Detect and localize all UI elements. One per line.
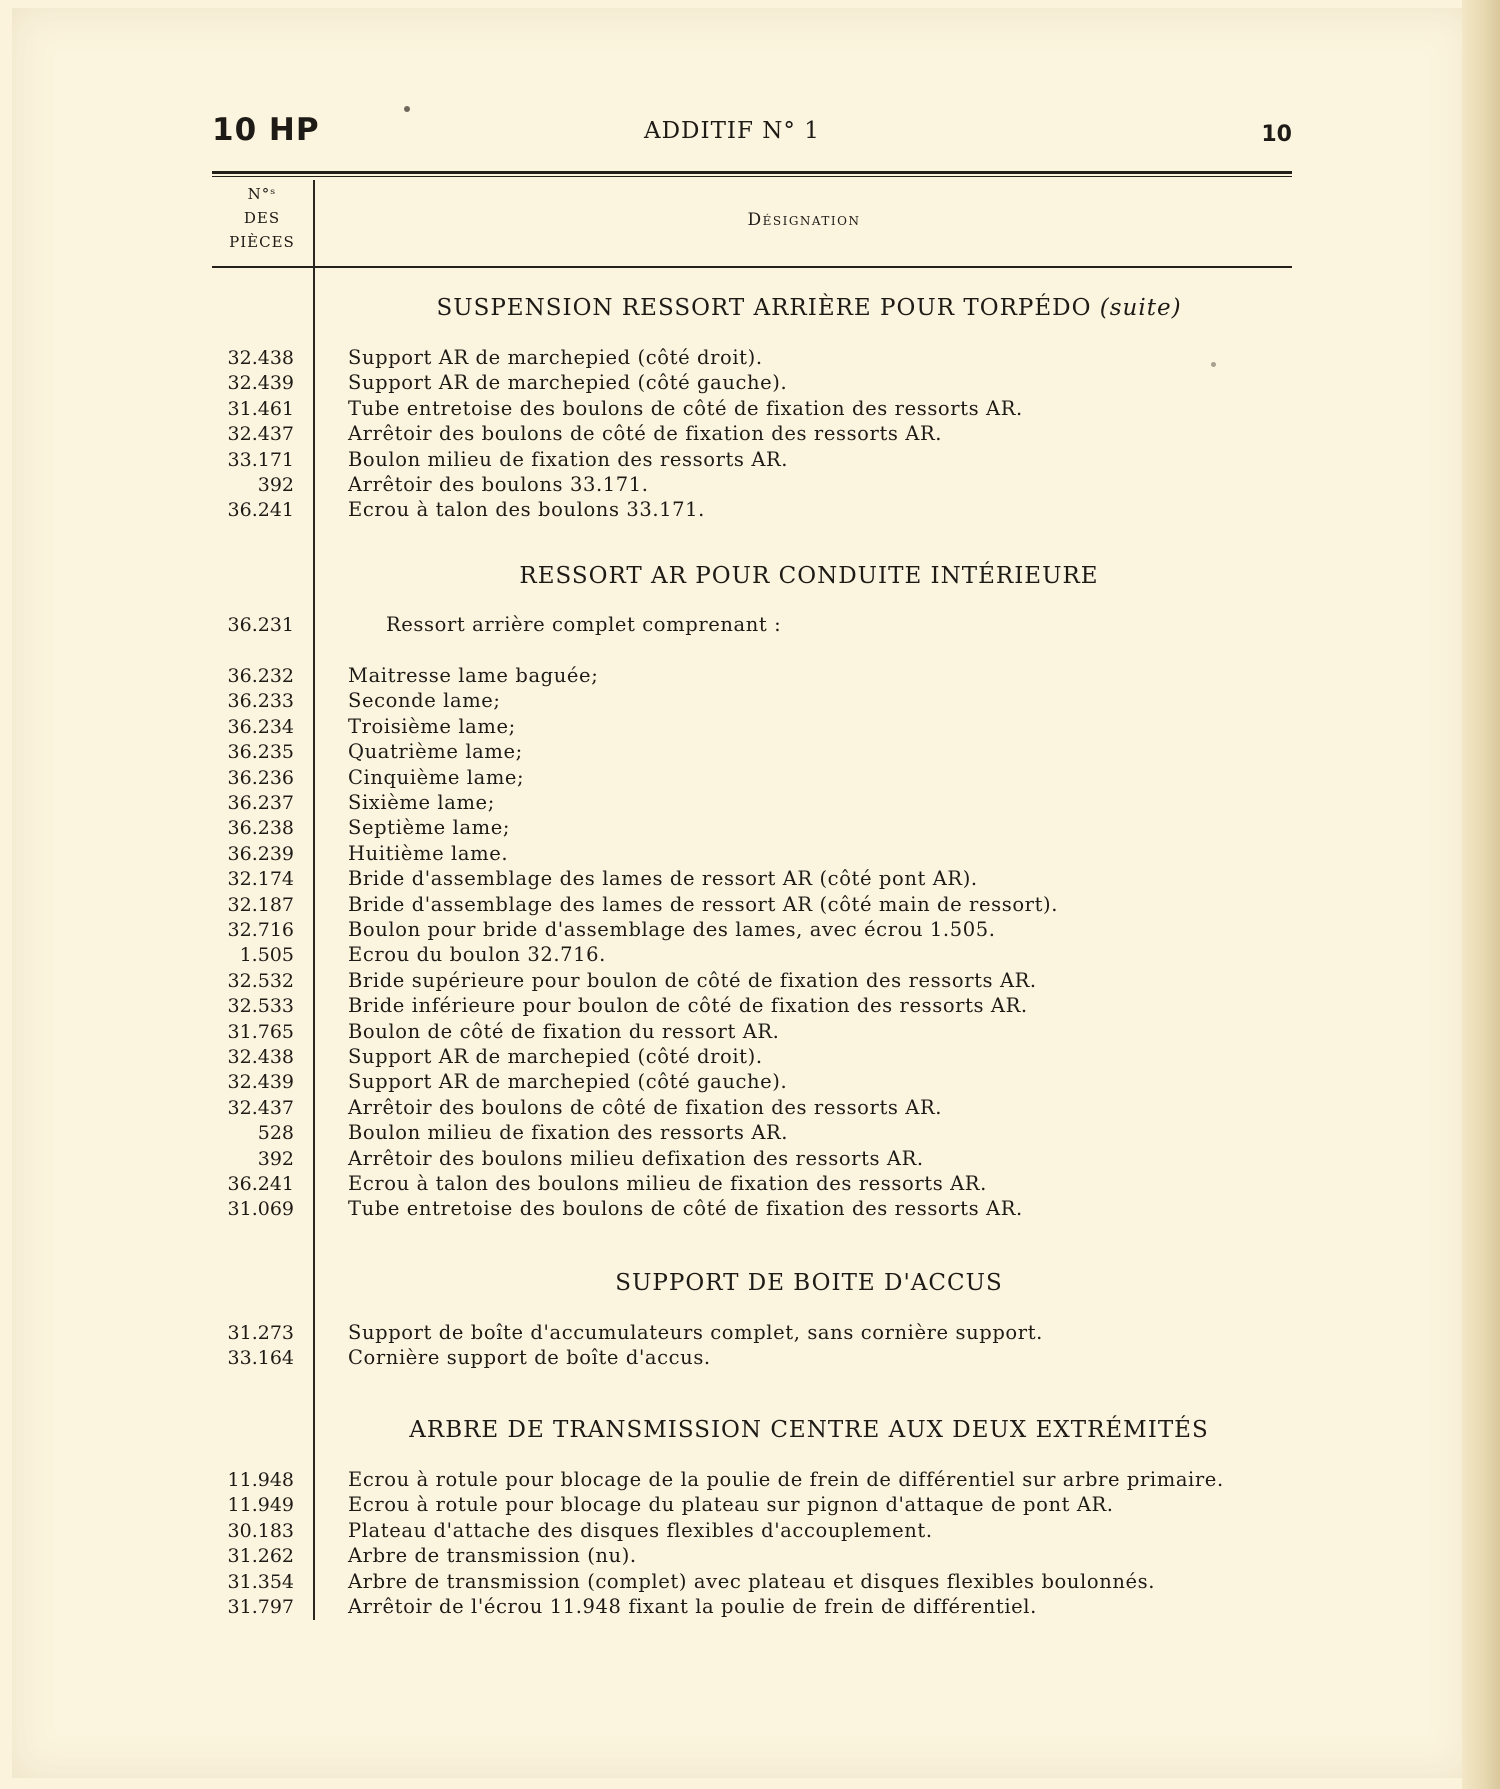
table-row (212, 1543, 1302, 1569)
table-row (212, 472, 1302, 498)
part-number: 31.069 (227, 1198, 294, 1221)
table-row (212, 866, 1302, 892)
part-designation: Cornière support de boîte d'accus. (348, 1346, 711, 1370)
part-number: 36.231 (227, 614, 294, 636)
part-designation: Bride d'assemblage des lames de ressort AR (côté main de ressort). (348, 892, 1059, 916)
section-title (316, 1417, 1302, 1443)
part-number: 1.505 (239, 944, 294, 967)
table-row (212, 765, 1302, 791)
table-row (212, 1518, 1302, 1544)
column-header-numbers (214, 182, 310, 254)
part-number: 36.237 (227, 792, 294, 814)
part-designation: Ecrou du boulon 32.716. (348, 943, 606, 967)
part-number: 36.234 (227, 715, 294, 738)
part-designation: Boulon pour bride d'assemblage des lames, avec écrou 1.505. (348, 918, 996, 941)
table-row (212, 1467, 1302, 1493)
column-header-designation: Désignation (747, 210, 861, 230)
header-rule-thin (212, 176, 1292, 177)
part-number: 32.439 (227, 1071, 294, 1094)
table-row (212, 1320, 1302, 1346)
table-row (212, 421, 1302, 447)
section-title (316, 1270, 1302, 1296)
part-number: 36.239 (227, 842, 294, 865)
table-row (212, 892, 1302, 918)
page-header (212, 112, 1292, 152)
table-row (212, 968, 1302, 994)
part-number: 33.171 (227, 448, 294, 471)
part-number: 32.533 (227, 995, 294, 1018)
table-row (212, 942, 1302, 968)
part-designation: Troisième lame; (348, 714, 516, 738)
page-number: 10 (1261, 122, 1292, 147)
part-number: 11.949 (227, 1494, 294, 1517)
part-number: 31.765 (227, 1020, 294, 1043)
part-designation: Arrêtoir des boulons de côté de fixation des ressorts AR. (348, 422, 943, 446)
part-designation: Arrêtoir des boulons milieu defixation des ressorts AR. (348, 1146, 924, 1170)
column-header-numbers-line2: DES (243, 209, 281, 227)
table-row (212, 497, 1302, 523)
part-number: 11.948 (227, 1469, 294, 1491)
part-designation: Ecrou à rotule pour blocage de la poulie de frein de différentiel sur arbre primaire. (348, 1468, 1224, 1491)
table-row (212, 1095, 1302, 1121)
table-row (212, 1146, 1302, 1172)
part-designation: Ecrou à talon des boulons 33.171. (348, 498, 705, 522)
part-designation: Arrêtoir des boulons 33.171. (348, 473, 649, 496)
table-row (212, 1196, 1302, 1222)
column-header-numbers-line1: N°ˢ (247, 185, 277, 203)
section-title-text: SUPPORT DE BOITE D'ACCUS (615, 1270, 1003, 1296)
part-number: 392 (257, 1147, 294, 1170)
header-rule-thick (212, 171, 1292, 174)
table-row (212, 447, 1302, 473)
table-row (212, 1569, 1302, 1595)
part-number: 32.174 (227, 868, 294, 891)
part-designation: Boulon milieu de fixation des ressorts AR. (348, 1121, 789, 1145)
part-designation: Ecrou à talon des boulons milieu de fixation des ressorts AR. (348, 1172, 987, 1195)
part-number: 32.438 (227, 347, 294, 369)
table-row (212, 1044, 1302, 1070)
part-number: 528 (257, 1122, 294, 1145)
part-designation: Support de boîte d'accumulateurs complet, sans cornière support. (348, 1321, 1043, 1344)
part-designation: Boulon milieu de fixation des ressorts AR. (348, 447, 789, 471)
part-number: 36.233 (227, 690, 294, 713)
section-title-suffix: (suite) (1099, 295, 1182, 321)
part-number: 33.164 (227, 1347, 294, 1370)
part-designation: Support AR de marchepied (côté droit). (348, 1045, 763, 1068)
part-designation: Tube entretoise des boulons de côté de fixation des ressorts AR. (348, 396, 1023, 420)
part-number: 36.232 (227, 665, 294, 687)
table-row (212, 612, 1302, 638)
part-designation: Ecrou à rotule pour blocage du plateau sur pignon d'attaque de pont AR. (348, 1493, 1114, 1517)
part-number: 32.438 (227, 1046, 294, 1068)
part-number: 31.461 (227, 397, 294, 420)
section-title-text: RESSORT AR POUR CONDUITE INTÉRIEURE (519, 563, 1099, 589)
part-designation: Huitième lame. (348, 841, 509, 865)
table-row (212, 1120, 1302, 1146)
table-row (212, 396, 1302, 422)
part-number: 31.262 (227, 1545, 294, 1568)
part-designation: Arrêtoir des boulons de côté de fixation des ressorts AR. (348, 1095, 943, 1119)
part-designation: Plateau d'attache des disques flexibles d'accouplement. (348, 1518, 933, 1542)
table-row (212, 1069, 1302, 1095)
table-row (212, 1345, 1302, 1371)
part-number: 31.273 (227, 1322, 294, 1344)
table-row (212, 714, 1302, 740)
part-number: 32.437 (227, 1096, 294, 1119)
column-header-numbers-line3: PIÈCES (229, 233, 295, 251)
table-row (212, 663, 1302, 689)
table-row (212, 790, 1302, 816)
table-row (212, 1019, 1302, 1045)
part-number: 36.235 (227, 741, 294, 764)
part-number: 392 (257, 474, 294, 496)
part-designation: Maitresse lame baguée; (348, 664, 599, 687)
table-row (212, 688, 1302, 714)
part-number: 32.437 (227, 423, 294, 446)
part-number: 30.183 (227, 1519, 294, 1542)
part-number: 36.241 (227, 1173, 294, 1195)
table-row (212, 917, 1302, 943)
part-number: 32.187 (227, 893, 294, 916)
part-designation: Support AR de marchepied (côté droit). (348, 346, 763, 369)
table-row (212, 370, 1302, 396)
part-designation: Septième lame; (348, 816, 511, 840)
page-edge-shadow (1462, 0, 1500, 1789)
part-designation: Arrêtoir de l'écrou 11.948 fixant la poulie de frein de différentiel. (348, 1595, 1037, 1618)
part-designation: Support AR de marchepied (côté gauche). (348, 371, 788, 395)
table-row (212, 993, 1302, 1019)
table-row (212, 815, 1302, 841)
part-designation: Sixième lame; (348, 791, 495, 814)
part-number: 36.241 (227, 499, 294, 522)
model-title: 10 HP (212, 112, 320, 148)
part-designation: Bride supérieure pour boulon de côté de fixation des ressorts AR. (348, 968, 1037, 992)
section-title (316, 563, 1302, 589)
table-row (212, 1171, 1302, 1197)
part-number: 36.238 (227, 817, 294, 840)
part-designation: Arbre de transmission (complet) avec plateau et disques flexibles boulonnés. (348, 1569, 1156, 1593)
table-row (212, 841, 1302, 867)
part-number: 31.797 (227, 1596, 294, 1618)
section-title (316, 295, 1302, 321)
part-designation: Boulon de côté de fixation du ressort AR. (348, 1019, 780, 1043)
additif-label: ADDITIF N° 1 (644, 118, 820, 144)
part-designation: Ressort arrière complet comprenant : (386, 613, 782, 636)
paper-speck (1211, 362, 1216, 367)
section-title-text: ARBRE DE TRANSMISSION CENTRE AUX DEUX EXTRÉMITÉS (409, 1417, 1209, 1443)
part-designation: Support AR de marchepied (côté gauche). (348, 1070, 788, 1094)
part-number: 32.532 (227, 969, 294, 992)
paper-speck (404, 106, 410, 112)
part-number: 31.354 (227, 1570, 294, 1593)
part-designation: Arbre de transmission (nu). (348, 1544, 637, 1568)
part-designation: Quatrième lame; (348, 740, 523, 764)
table-row (212, 1594, 1302, 1620)
table-row (212, 1492, 1302, 1518)
column-header-rule (212, 266, 1292, 268)
table-row (212, 345, 1302, 371)
part-designation: Seconde lame; (348, 689, 501, 713)
table-row (212, 739, 1302, 765)
part-designation: Bride d'assemblage des lames de ressort AR (côté pont AR). (348, 867, 978, 891)
part-designation: Tube entretoise des boulons de côté de fixation des ressorts AR. (348, 1197, 1023, 1221)
part-designation: Bride inférieure pour boulon de côté de fixation des ressorts AR. (348, 994, 1028, 1018)
part-number: 32.716 (227, 919, 294, 941)
part-number: 36.236 (227, 766, 294, 789)
section-title-text: SUSPENSION RESSORT ARRIÈRE POUR TORPÉDO (436, 295, 1092, 321)
part-number: 32.439 (227, 372, 294, 395)
part-designation: Cinquième lame; (348, 765, 525, 789)
